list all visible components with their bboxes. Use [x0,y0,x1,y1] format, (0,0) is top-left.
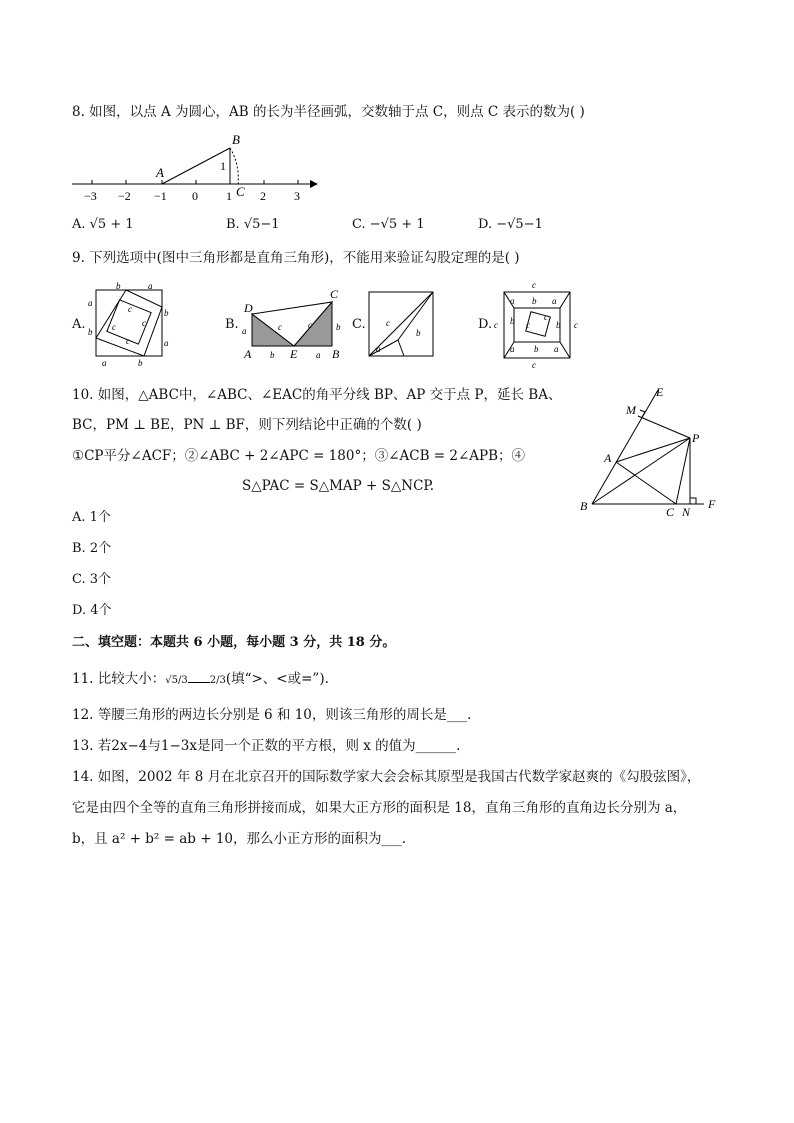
q9-stem: 9. 下列选项中(图中三角形都是直角三角形)，不能用来验证勾股定理的是( ) [72,250,520,266]
q10-stem-line4: S△PAC = S△MAP + S△NCP. [242,478,435,494]
q11-right: 2/3 [209,675,226,686]
label-B: B [580,499,588,513]
q10-triangle-figure [578,384,728,519]
svg-text:C: C [330,287,339,301]
q9-option-a[interactable]: A. [72,317,86,332]
svg-text:B: B [332,347,340,361]
svg-text:b: b [270,350,275,360]
q8-option-a[interactable]: A. √5 + 1 [72,217,134,232]
svg-text:c: c [574,320,578,330]
q8-option-b[interactable]: B. √5−1 [226,217,280,232]
q9-option-d[interactable]: D. [478,317,493,332]
svg-text:b: b [138,358,143,368]
ray-BE [592,390,658,504]
q8-number-line-figure [70,130,320,205]
svg-text:a: a [242,326,247,336]
svg-text:c: c [128,304,132,314]
label-one: 1 [220,159,226,173]
q11-line [72,670,329,690]
q11-prefix: 11. 比较大小： [72,671,166,687]
svg-text:a: a [88,298,93,308]
svg-text:b: b [556,320,561,330]
tick-label-0: 0 [192,189,198,203]
q14-line1: 14. 如图，2002 年 8 月在北京召开的国际数学家大会会标其原型是我国古代数学家赵爽的《勾股弦图》， [72,769,701,785]
tick-label-1: 1 [226,189,232,203]
svg-text:a: a [148,281,153,291]
q10-stem-line2: BC，PM ⊥ BE，PN ⊥ BF，则下列结论中正确的个数( ) [72,417,422,433]
svg-text:b: b [534,344,539,354]
q10-option-a[interactable]: A. 1个 [72,510,111,525]
tick-label-2: 2 [260,189,266,203]
q9-figure-d [494,278,584,368]
svg-text:a: a [164,338,169,348]
svg-text:a: a [316,350,321,360]
svg-text:E: E [290,347,298,361]
q10-option-b[interactable]: B. 2个 [72,541,112,556]
svg-text:c: c [526,320,530,330]
q10-option-c[interactable]: C. 3个 [72,572,112,587]
svg-text:D: D [244,301,253,315]
svg-text:c: c [142,318,146,328]
svg-text:b: b [532,296,537,306]
svg-text:c: c [532,280,536,290]
svg-text:b: b [88,327,93,337]
tick-label-neg2: −2 [118,189,131,203]
q14-line2: 它是由四个全等的直角三角形拼接而成，如果大正方形的面积是 18，直角三角形的直角边长分别为 a， [72,800,687,816]
svg-text:A: A [244,347,252,361]
tick-label-neg3: −3 [84,189,97,203]
svg-text:c: c [532,360,536,370]
tick-marks [92,180,298,184]
svg-text:a: a [376,344,381,354]
q13-text: 13. 若2x−4与1−3x是同一个正数的平方根，则 x 的值为______. [72,738,461,754]
label-E: E [656,385,664,399]
q11-suffix: (填“>、<或=”). [225,671,329,687]
svg-text:a: a [510,344,515,354]
tick-label-3: 3 [294,189,300,203]
q8-option-d[interactable]: D. −√5−1 [478,217,543,232]
label-C: C [236,184,245,199]
label-P: P [692,431,700,445]
q9-figure-a [86,280,176,370]
tick-label-neg1: −1 [154,189,167,203]
svg-text:b: b [510,316,515,326]
svg-text:b: b [116,281,121,291]
svg-text:c: c [386,318,390,328]
q9-figure-b [240,284,350,364]
section2-title: 二、填空题：本题共 6 小题，每小题 3 分，共 18 分。 [72,635,396,650]
svg-text:a: a [510,296,515,306]
label-N: N [682,505,691,519]
q11-blank[interactable] [188,670,210,683]
q8-option-c[interactable]: C. −√5 + 1 [352,217,425,232]
q9-option-c[interactable]: C. [352,317,366,332]
svg-text:b: b [336,322,341,332]
label-C: C [666,505,675,519]
q10-option-d[interactable]: D. 4个 [72,603,112,618]
label-A: A [156,165,164,180]
svg-text:c: c [544,312,548,322]
svg-text:b: b [164,308,169,318]
svg-text:a: a [102,358,107,368]
svg-text:c: c [112,322,116,332]
svg-text:c: c [308,320,312,330]
axis-arrow-icon [310,180,318,188]
q8-stem: 8. 如图，以点 A 为圆心，AB 的长为半径画弧，交数轴于点 C，则点 C 表示的数为( ) [72,104,585,120]
svg-text:c: c [494,320,498,330]
q9-figure-c [364,286,444,366]
arc-BC [230,148,238,186]
svg-text:a: a [554,344,559,354]
label-M: M [626,403,636,417]
svg-text:c: c [278,322,282,332]
q14-line3: b，且 a² + b² = ab + 10，那么小正方形的面积为___. [72,831,407,847]
label-B: B [232,132,240,147]
label-A: A [604,451,612,465]
svg-text:c: c [126,336,130,346]
svg-text:a: a [552,296,557,306]
q9-option-b[interactable]: B. [225,317,239,332]
q10-stem-line1: 10. 如图，△ABC中，∠ABC、∠EAC的角平分线 BP、AP 交于点 P，延长 BA、 [72,387,562,403]
q11-left: √5/3 [165,675,188,686]
q10-stem-line3: ①CP平分∠ACF；②∠ABC + 2∠APC = 180°；③∠ACB = 2∠APB；④ [72,448,526,464]
label-F: F [708,497,716,511]
q12-text: 12. 等腰三角形的两边长分别是 6 和 10，则该三角形的周长是___. [72,707,472,723]
svg-text:b: b [416,328,421,338]
